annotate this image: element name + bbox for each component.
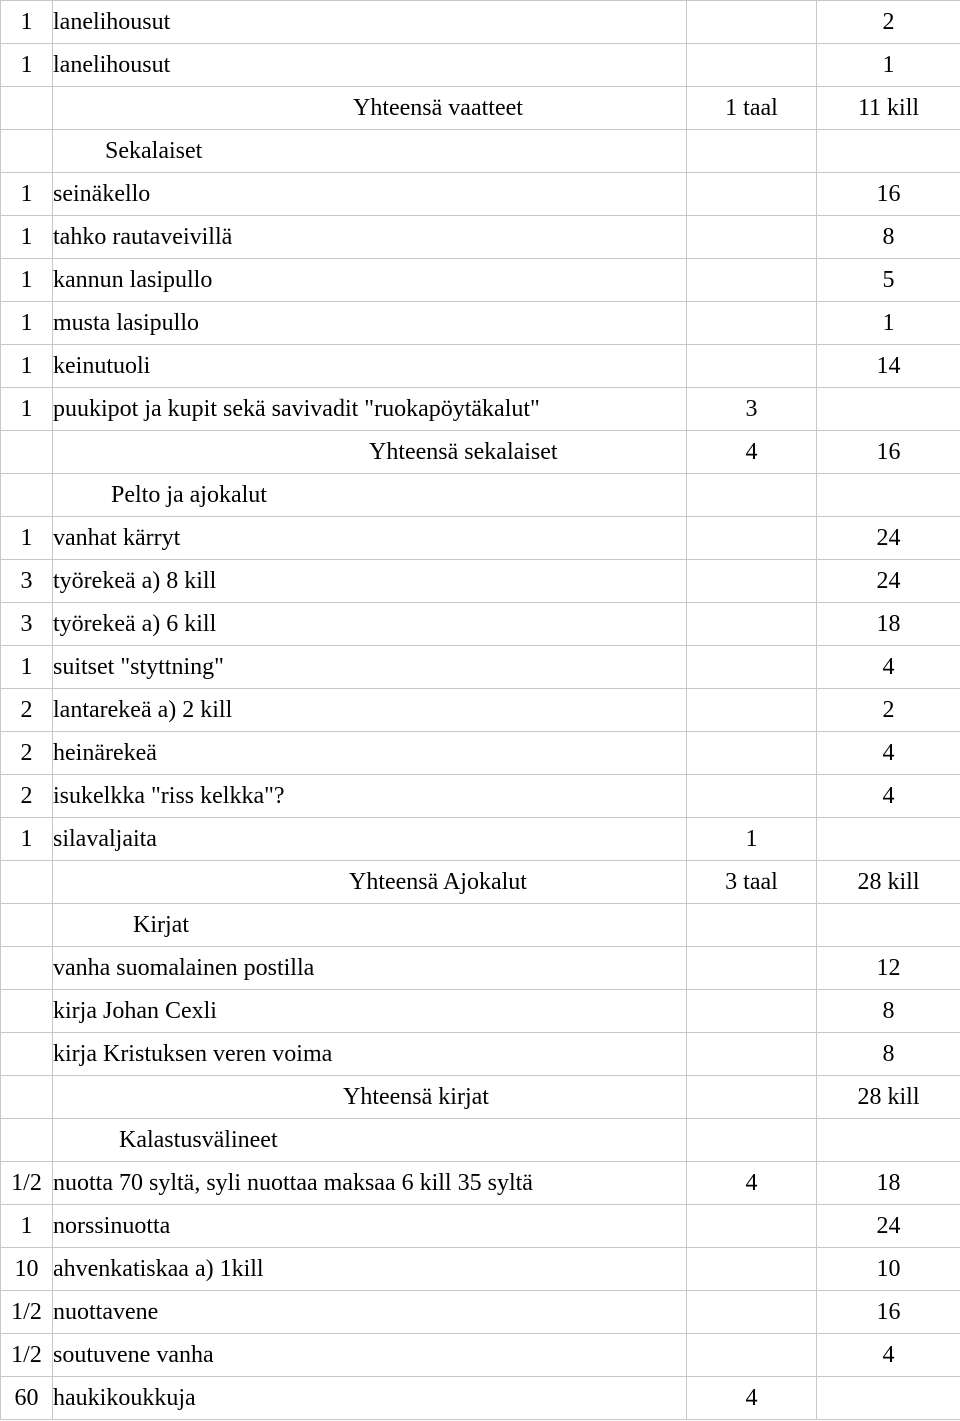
table-row xyxy=(1,775,960,818)
quantity-cell: 1 xyxy=(1,646,53,689)
value-cell-kill: 8 xyxy=(817,216,960,259)
value-cell-taal xyxy=(687,216,817,259)
quantity-cell: 1 xyxy=(1,1205,53,1248)
value-cell-taal xyxy=(687,689,817,732)
table-row xyxy=(1,947,960,990)
section-heading-row xyxy=(1,130,960,173)
value-cell-kill: 4 xyxy=(817,1334,960,1377)
subtotal-row xyxy=(1,1076,960,1119)
quantity-cell: 2 xyxy=(1,689,53,732)
description-cell: musta lasipullo xyxy=(53,302,687,345)
quantity-cell: 1 xyxy=(1,345,53,388)
table-row xyxy=(1,689,960,732)
empty-cell xyxy=(1,904,53,947)
subtotal-row xyxy=(1,431,960,474)
table-row xyxy=(1,173,960,216)
quantity-cell: 1 xyxy=(1,818,53,861)
description-cell: silavaljaita xyxy=(53,818,687,861)
table-row xyxy=(1,1334,960,1377)
empty-cell xyxy=(817,130,960,173)
value-cell-taal xyxy=(687,1248,817,1291)
empty-cell xyxy=(1,87,53,130)
value-cell-kill: 24 xyxy=(817,560,960,603)
quantity-cell: 1 xyxy=(1,173,53,216)
value-cell-kill: 24 xyxy=(817,1205,960,1248)
description-cell: keinutuoli xyxy=(53,345,687,388)
value-cell-kill: 16 xyxy=(817,173,960,216)
value-cell-taal xyxy=(687,345,817,388)
description-cell: kirja Kristuksen veren voima xyxy=(53,1033,687,1076)
section-heading-cell xyxy=(53,904,687,947)
subtotal-label: Yhteensä kirjat xyxy=(343,1084,489,1110)
table-row xyxy=(1,216,960,259)
section-heading-row xyxy=(1,474,960,517)
table-row xyxy=(1,990,960,1033)
empty-cell xyxy=(1,130,53,173)
description-cell: kirja Johan Cexli xyxy=(53,990,687,1033)
table-row xyxy=(1,1162,960,1205)
value-cell-kill: 2 xyxy=(817,1,960,44)
empty-cell xyxy=(687,130,817,173)
value-cell-kill: 1 xyxy=(817,44,960,87)
subtotal-row xyxy=(1,87,960,130)
subtotal-taal-cell xyxy=(687,1076,817,1119)
value-cell-taal xyxy=(687,44,817,87)
subtotal-taal-cell: 1 taal xyxy=(687,87,817,130)
value-cell-taal xyxy=(687,947,817,990)
description-cell: nuotta 70 syltä, syli nuottaa maksaa 6 kill 35 syltä xyxy=(53,1162,687,1205)
table-row xyxy=(1,345,960,388)
value-cell-kill xyxy=(817,818,960,861)
quantity-cell: 1 xyxy=(1,302,53,345)
empty-cell xyxy=(1,474,53,517)
description-cell: ahvenkatiskaa a) 1kill xyxy=(53,1248,687,1291)
quantity-cell xyxy=(1,990,53,1033)
description-cell: vanha suomalainen postilla xyxy=(53,947,687,990)
value-cell-kill xyxy=(817,1377,960,1420)
value-cell-kill: 24 xyxy=(817,517,960,560)
table-row xyxy=(1,560,960,603)
description-cell: vanhat kärryt xyxy=(53,517,687,560)
value-cell-kill: 4 xyxy=(817,732,960,775)
table-row xyxy=(1,603,960,646)
value-cell-kill xyxy=(817,388,960,431)
value-cell-kill: 18 xyxy=(817,1162,960,1205)
table-row xyxy=(1,1248,960,1291)
table-row xyxy=(1,1,960,44)
quantity-cell: 2 xyxy=(1,775,53,818)
value-cell-taal xyxy=(687,1,817,44)
section-heading: Sekalaiset xyxy=(105,138,203,164)
table-row xyxy=(1,732,960,775)
quantity-cell: 3 xyxy=(1,560,53,603)
quantity-cell: 2 xyxy=(1,732,53,775)
subtotal-label-cell xyxy=(53,87,687,130)
value-cell-taal xyxy=(687,646,817,689)
empty-cell xyxy=(687,1119,817,1162)
value-cell-kill: 8 xyxy=(817,990,960,1033)
subtotal-row xyxy=(1,861,960,904)
description-cell: nuottavene xyxy=(53,1291,687,1334)
description-cell: lanelihousut xyxy=(53,44,687,87)
section-heading-row xyxy=(1,904,960,947)
value-cell-taal xyxy=(687,775,817,818)
table-row xyxy=(1,517,960,560)
value-cell-taal: 1 xyxy=(687,818,817,861)
quantity-cell: 10 xyxy=(1,1248,53,1291)
value-cell-taal xyxy=(687,302,817,345)
subtotal-taal-cell: 4 xyxy=(687,431,817,474)
subtotal-kill-cell: 11 kill xyxy=(817,87,960,130)
table-row xyxy=(1,646,960,689)
table-row xyxy=(1,1033,960,1076)
value-cell-taal xyxy=(687,259,817,302)
quantity-cell: 1 xyxy=(1,517,53,560)
quantity-cell: 1/2 xyxy=(1,1334,53,1377)
empty-cell xyxy=(1,431,53,474)
subtotal-label: Yhteensä Ajokalut xyxy=(349,869,527,895)
quantity-cell xyxy=(1,947,53,990)
description-cell: työrekeä a) 8 kill xyxy=(53,560,687,603)
section-heading-cell xyxy=(53,1119,687,1162)
quantity-cell: 60 xyxy=(1,1377,53,1420)
description-cell: isukelkka "riss kelkka"? xyxy=(53,775,687,818)
quantity-cell: 1/2 xyxy=(1,1291,53,1334)
subtotal-label: Yhteensä sekalaiset xyxy=(369,439,558,465)
empty-cell xyxy=(1,861,53,904)
value-cell-kill: 10 xyxy=(817,1248,960,1291)
subtotal-taal-cell: 3 taal xyxy=(687,861,817,904)
description-cell: työrekeä a) 6 kill xyxy=(53,603,687,646)
quantity-cell: 1 xyxy=(1,388,53,431)
quantity-cell: 1 xyxy=(1,1,53,44)
quantity-cell: 1/2 xyxy=(1,1162,53,1205)
empty-cell xyxy=(817,474,960,517)
value-cell-kill: 14 xyxy=(817,345,960,388)
subtotal-label: Yhteensä vaatteet xyxy=(353,95,523,121)
table-row xyxy=(1,44,960,87)
description-cell: seinäkello xyxy=(53,173,687,216)
subtotal-label-cell xyxy=(53,861,687,904)
value-cell-taal xyxy=(687,1334,817,1377)
description-cell: puukipot ja kupit sekä savivadit "ruokapöytäkalut" xyxy=(53,388,687,431)
value-cell-taal xyxy=(687,732,817,775)
value-cell-taal xyxy=(687,1033,817,1076)
empty-cell xyxy=(687,904,817,947)
table-row xyxy=(1,302,960,345)
table-row xyxy=(1,259,960,302)
description-cell: lanelihousut xyxy=(53,1,687,44)
description-cell: haukikoukkuja xyxy=(53,1377,687,1420)
subtotal-kill-cell: 16 xyxy=(817,431,960,474)
inventory-body xyxy=(1,1,960,1420)
value-cell-taal xyxy=(687,1205,817,1248)
section-heading-row xyxy=(1,1119,960,1162)
table-row xyxy=(1,388,960,431)
empty-cell xyxy=(1,1076,53,1119)
description-cell: lantarekeä a) 2 kill xyxy=(53,689,687,732)
value-cell-kill: 12 xyxy=(817,947,960,990)
empty-cell xyxy=(1,1119,53,1162)
value-cell-taal xyxy=(687,990,817,1033)
value-cell-taal xyxy=(687,1291,817,1334)
description-cell: heinärekeä xyxy=(53,732,687,775)
value-cell-kill: 8 xyxy=(817,1033,960,1076)
quantity-cell: 1 xyxy=(1,216,53,259)
empty-cell xyxy=(687,474,817,517)
empty-cell xyxy=(817,904,960,947)
quantity-cell xyxy=(1,1033,53,1076)
value-cell-kill: 4 xyxy=(817,646,960,689)
value-cell-kill: 5 xyxy=(817,259,960,302)
section-heading: Kirjat xyxy=(133,912,189,938)
value-cell-taal xyxy=(687,173,817,216)
value-cell-kill: 1 xyxy=(817,302,960,345)
quantity-cell: 1 xyxy=(1,44,53,87)
section-heading-cell xyxy=(53,474,687,517)
subtotal-label-cell xyxy=(53,1076,687,1119)
section-heading: Kalastusvälineet xyxy=(119,1127,278,1153)
table-row xyxy=(1,1205,960,1248)
subtotal-kill-cell: 28 kill xyxy=(817,861,960,904)
empty-cell xyxy=(817,1119,960,1162)
description-cell: suitset "styttning" xyxy=(53,646,687,689)
description-cell: kannun lasipullo xyxy=(53,259,687,302)
quantity-cell: 1 xyxy=(1,259,53,302)
value-cell-taal: 4 xyxy=(687,1162,817,1205)
subtotal-kill-cell: 28 kill xyxy=(817,1076,960,1119)
description-cell: soutuvene vanha xyxy=(53,1334,687,1377)
value-cell-kill: 4 xyxy=(817,775,960,818)
table-row xyxy=(1,818,960,861)
section-heading: Pelto ja ajokalut xyxy=(111,482,267,508)
value-cell-taal: 3 xyxy=(687,388,817,431)
section-heading-cell xyxy=(53,130,687,173)
value-cell-taal xyxy=(687,603,817,646)
table-row xyxy=(1,1377,960,1420)
description-cell: tahko rautaveivillä xyxy=(53,216,687,259)
table-row xyxy=(1,1291,960,1334)
value-cell-taal: 4 xyxy=(687,1377,817,1420)
value-cell-kill: 16 xyxy=(817,1291,960,1334)
value-cell-kill: 2 xyxy=(817,689,960,732)
subtotal-label-cell xyxy=(53,431,687,474)
value-cell-taal xyxy=(687,560,817,603)
quantity-cell: 3 xyxy=(1,603,53,646)
value-cell-taal xyxy=(687,517,817,560)
value-cell-kill: 18 xyxy=(817,603,960,646)
description-cell: norssinuotta xyxy=(53,1205,687,1248)
